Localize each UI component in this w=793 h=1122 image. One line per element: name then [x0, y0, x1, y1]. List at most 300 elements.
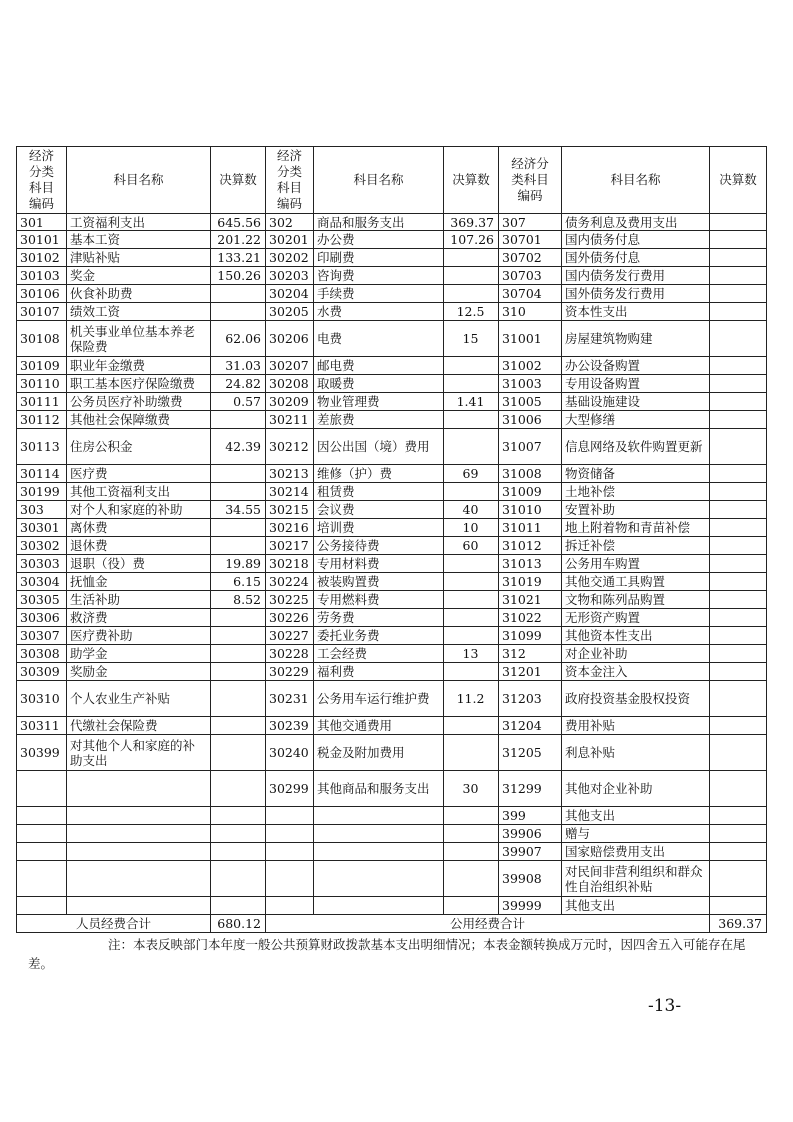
amount-cell-a: 0.57 [211, 393, 266, 411]
code-cell-b: 30228 [266, 645, 314, 663]
amount-cell-b: 15 [444, 321, 499, 357]
name-cell-b [314, 825, 444, 843]
name-cell-b: 办公费 [314, 231, 444, 249]
basic-expenditure-table [16, 146, 767, 933]
amount-cell-b [444, 285, 499, 303]
name-cell-a: 救济费 [67, 609, 211, 627]
name-cell-a: 个人农业生产补贴 [67, 681, 211, 717]
amount-cell-a: 8.52 [211, 591, 266, 609]
code-cell-a: 30306 [17, 609, 67, 627]
code-cell-b: 30227 [266, 627, 314, 645]
name-cell-b: 税金及附加费用 [314, 735, 444, 771]
code-cell-b: 30204 [266, 285, 314, 303]
name-cell-b: 因公出国（境）费用 [314, 429, 444, 465]
code-cell-b [266, 825, 314, 843]
code-cell-b: 30203 [266, 267, 314, 285]
name-cell-a: 对其他个人和家庭的补助支出 [67, 735, 211, 771]
name-cell-c: 政府投资基金股权投资 [562, 681, 710, 717]
name-cell-c: 对民间非营利组织和群众性自治组织补贴 [562, 861, 710, 897]
amount-cell-c [710, 537, 767, 555]
name-cell-c: 房屋建筑物购建 [562, 321, 710, 357]
amount-cell-c [710, 573, 767, 591]
code-cell-b: 30201 [266, 231, 314, 249]
code-cell-c: 30704 [499, 285, 562, 303]
name-cell-b: 福利费 [314, 663, 444, 681]
amount-cell-a [211, 645, 266, 663]
amount-cell-b [444, 573, 499, 591]
code-cell-a: 30309 [17, 663, 67, 681]
table-row [17, 825, 767, 843]
code-cell-b: 30218 [266, 555, 314, 573]
name-cell-a: 绩效工资 [67, 303, 211, 321]
code-cell-b: 30208 [266, 375, 314, 393]
amount-cell-b: 13 [444, 645, 499, 663]
table-footer-row [17, 915, 767, 933]
code-cell-c: 31001 [499, 321, 562, 357]
code-cell-a: 30114 [17, 465, 67, 483]
code-cell-b: 302 [266, 214, 314, 231]
name-cell-a: 其他工资福利支出 [67, 483, 211, 501]
code-cell-a: 30399 [17, 735, 67, 771]
amount-cell-a [211, 609, 266, 627]
amount-cell-a: 34.55 [211, 501, 266, 519]
amount-cell-b [444, 609, 499, 627]
name-cell-b: 邮电费 [314, 357, 444, 375]
name-cell-c: 专用设备购置 [562, 375, 710, 393]
name-cell-b: 会议费 [314, 501, 444, 519]
amount-cell-c [710, 231, 767, 249]
amount-cell-a [211, 627, 266, 645]
name-cell-c: 资本性支出 [562, 303, 710, 321]
amount-cell-c [710, 483, 767, 501]
code-cell-b: 30216 [266, 519, 314, 537]
name-cell-b: 维修（护）费 [314, 465, 444, 483]
code-cell-a [17, 825, 67, 843]
amount-cell-c [710, 501, 767, 519]
name-cell-a [67, 807, 211, 825]
amount-cell-c [710, 285, 767, 303]
code-cell-a: 30102 [17, 249, 67, 267]
table-row [17, 285, 767, 303]
table-row [17, 771, 767, 807]
code-cell-a: 30301 [17, 519, 67, 537]
code-cell-a: 303 [17, 501, 67, 519]
amount-cell-c [710, 771, 767, 807]
code-cell-a: 301 [17, 214, 67, 231]
name-cell-c: 文物和陈列品购置 [562, 591, 710, 609]
name-cell-b: 咨询费 [314, 267, 444, 285]
amount-cell-b [444, 825, 499, 843]
amount-cell-c [710, 807, 767, 825]
header-name-c: 科目名称 [562, 147, 710, 214]
amount-cell-b [444, 807, 499, 825]
name-cell-b: 专用材料费 [314, 555, 444, 573]
code-cell-c: 31021 [499, 591, 562, 609]
code-cell-a: 30111 [17, 393, 67, 411]
code-cell-b: 30225 [266, 591, 314, 609]
name-cell-c: 安置补助 [562, 501, 710, 519]
name-cell-c: 土地补偿 [562, 483, 710, 501]
name-cell-b: 手续费 [314, 285, 444, 303]
code-cell-c: 312 [499, 645, 562, 663]
personnel-total-value: 680.12 [211, 915, 266, 933]
amount-cell-a: 24.82 [211, 375, 266, 393]
amount-cell-b [444, 717, 499, 735]
amount-cell-a: 31.03 [211, 357, 266, 375]
code-cell-c: 31003 [499, 375, 562, 393]
code-cell-b: 30206 [266, 321, 314, 357]
table-row [17, 555, 767, 573]
table-row [17, 357, 767, 375]
code-cell-b [266, 897, 314, 915]
name-cell-a [67, 861, 211, 897]
name-cell-a: 津贴补贴 [67, 249, 211, 267]
amount-cell-c [710, 214, 767, 231]
code-cell-c: 31019 [499, 573, 562, 591]
amount-cell-c [710, 609, 767, 627]
name-cell-c: 无形资产购置 [562, 609, 710, 627]
amount-cell-b [444, 555, 499, 573]
code-cell-b: 30209 [266, 393, 314, 411]
amount-cell-a: 201.22 [211, 231, 266, 249]
name-cell-a: 生活补助 [67, 591, 211, 609]
name-cell-c: 费用补贴 [562, 717, 710, 735]
amount-cell-a: 150.26 [211, 267, 266, 285]
name-cell-c: 国外债务付息 [562, 249, 710, 267]
code-cell-c: 31010 [499, 501, 562, 519]
amount-cell-c [710, 393, 767, 411]
code-cell-a: 30305 [17, 591, 67, 609]
code-cell-c: 30702 [499, 249, 562, 267]
name-cell-c: 国家赔偿费用支出 [562, 843, 710, 861]
code-cell-a: 30311 [17, 717, 67, 735]
amount-cell-c [710, 735, 767, 771]
code-cell-c: 39907 [499, 843, 562, 861]
name-cell-a: 抚恤金 [67, 573, 211, 591]
header-code-c: 经济分 类科目 编码 [499, 147, 562, 214]
table-note: 注：本表反映部门本年度一般公共预算财政拨款基本支出明细情况；本表金额转换成万元时，因四舍五入可能存在尾差。 [28, 937, 746, 971]
amount-cell-a: 133.21 [211, 249, 266, 267]
name-cell-c: 大型修缮 [562, 411, 710, 429]
header-code-b: 经济 分类 科目 编码 [266, 147, 314, 214]
name-cell-c: 物资储备 [562, 465, 710, 483]
name-cell-b: 印刷费 [314, 249, 444, 267]
name-cell-c: 资本金注入 [562, 663, 710, 681]
table-row [17, 843, 767, 861]
name-cell-a: 工资福利支出 [67, 214, 211, 231]
table-row [17, 537, 767, 555]
code-cell-b: 30239 [266, 717, 314, 735]
name-cell-a: 机关事业单位基本养老保险费 [67, 321, 211, 357]
code-cell-a: 30112 [17, 411, 67, 429]
code-cell-b: 30212 [266, 429, 314, 465]
name-cell-c: 办公设备购置 [562, 357, 710, 375]
name-cell-b [314, 861, 444, 897]
amount-cell-b: 69 [444, 465, 499, 483]
name-cell-c: 国外债务发行费用 [562, 285, 710, 303]
code-cell-c: 307 [499, 214, 562, 231]
amount-cell-c [710, 465, 767, 483]
amount-cell-a: 42.39 [211, 429, 266, 465]
amount-cell-c [710, 861, 767, 897]
name-cell-b: 商品和服务支出 [314, 214, 444, 231]
amount-cell-c [710, 357, 767, 375]
code-cell-a: 30308 [17, 645, 67, 663]
header-amount-a: 决算数 [211, 147, 266, 214]
code-cell-a [17, 897, 67, 915]
amount-cell-b [444, 429, 499, 465]
code-cell-c: 31205 [499, 735, 562, 771]
code-cell-b: 30205 [266, 303, 314, 321]
name-cell-a [67, 843, 211, 861]
amount-cell-a [211, 825, 266, 843]
amount-cell-c [710, 717, 767, 735]
amount-cell-b: 60 [444, 537, 499, 555]
name-cell-b: 其他交通费用 [314, 717, 444, 735]
amount-cell-b [444, 735, 499, 771]
amount-cell-c [710, 267, 767, 285]
code-cell-c: 31204 [499, 717, 562, 735]
name-cell-c: 国内债务付息 [562, 231, 710, 249]
name-cell-a: 对个人和家庭的补助 [67, 501, 211, 519]
amount-cell-b: 369.37 [444, 214, 499, 231]
amount-cell-a [211, 735, 266, 771]
name-cell-c: 对企业补助 [562, 645, 710, 663]
code-cell-b: 30202 [266, 249, 314, 267]
code-cell-c: 31299 [499, 771, 562, 807]
amount-cell-b: 107.26 [444, 231, 499, 249]
name-cell-a: 基本工资 [67, 231, 211, 249]
amount-cell-b [444, 411, 499, 429]
code-cell-c: 31099 [499, 627, 562, 645]
table-row [17, 897, 767, 915]
header-name-b: 科目名称 [314, 147, 444, 214]
code-cell-a: 30108 [17, 321, 67, 357]
code-cell-a: 30304 [17, 573, 67, 591]
code-cell-c: 31007 [499, 429, 562, 465]
amount-cell-b [444, 663, 499, 681]
table-row [17, 501, 767, 519]
amount-cell-a: 19.89 [211, 555, 266, 573]
code-cell-a: 30110 [17, 375, 67, 393]
amount-cell-c [710, 591, 767, 609]
name-cell-b: 取暖费 [314, 375, 444, 393]
name-cell-a: 奖励金 [67, 663, 211, 681]
code-cell-a: 30307 [17, 627, 67, 645]
amount-cell-c [710, 825, 767, 843]
table-row [17, 627, 767, 645]
name-cell-c: 债务利息及费用支出 [562, 214, 710, 231]
table-row [17, 645, 767, 663]
name-cell-a: 退休费 [67, 537, 211, 555]
code-cell-c: 31005 [499, 393, 562, 411]
amount-cell-b: 40 [444, 501, 499, 519]
code-cell-c: 399 [499, 807, 562, 825]
table-row [17, 375, 767, 393]
code-cell-a [17, 843, 67, 861]
name-cell-b [314, 807, 444, 825]
code-cell-c: 31009 [499, 483, 562, 501]
table-row [17, 807, 767, 825]
amount-cell-a [211, 897, 266, 915]
amount-cell-c [710, 681, 767, 717]
name-cell-a: 住房公积金 [67, 429, 211, 465]
name-cell-c: 公务用车购置 [562, 555, 710, 573]
amount-cell-c [710, 645, 767, 663]
name-cell-c: 其他支出 [562, 807, 710, 825]
amount-cell-c [710, 375, 767, 393]
code-cell-c: 39906 [499, 825, 562, 843]
code-cell-b [266, 807, 314, 825]
code-cell-b: 30224 [266, 573, 314, 591]
amount-cell-c [710, 321, 767, 357]
name-cell-c: 基础设施建设 [562, 393, 710, 411]
name-cell-a: 公务员医疗补助缴费 [67, 393, 211, 411]
code-cell-c: 30703 [499, 267, 562, 285]
amount-cell-a [211, 663, 266, 681]
name-cell-a: 奖金 [67, 267, 211, 285]
code-cell-b [266, 861, 314, 897]
name-cell-a: 代缴社会保险费 [67, 717, 211, 735]
amount-cell-a [211, 483, 266, 501]
name-cell-a: 助学金 [67, 645, 211, 663]
code-cell-b: 30231 [266, 681, 314, 717]
name-cell-b: 公务用车运行维护费 [314, 681, 444, 717]
code-cell-a [17, 771, 67, 807]
name-cell-c: 信息网络及软件购置更新 [562, 429, 710, 465]
name-cell-b: 租赁费 [314, 483, 444, 501]
code-cell-b: 30215 [266, 501, 314, 519]
amount-cell-b [444, 267, 499, 285]
name-cell-a: 退职（役）费 [67, 555, 211, 573]
amount-cell-b: 30 [444, 771, 499, 807]
code-cell-b: 30299 [266, 771, 314, 807]
name-cell-a: 医疗费补助 [67, 627, 211, 645]
amount-cell-a [211, 807, 266, 825]
table-row [17, 681, 767, 717]
name-cell-a [67, 897, 211, 915]
name-cell-b: 公务接待费 [314, 537, 444, 555]
name-cell-b: 物业管理费 [314, 393, 444, 411]
name-cell-b: 培训费 [314, 519, 444, 537]
amount-cell-a [211, 861, 266, 897]
amount-cell-c [710, 411, 767, 429]
public-total-value: 369.37 [710, 915, 767, 933]
amount-cell-a [211, 303, 266, 321]
amount-cell-b: 11.2 [444, 681, 499, 717]
name-cell-b: 劳务费 [314, 609, 444, 627]
code-cell-c: 31022 [499, 609, 562, 627]
code-cell-a: 30113 [17, 429, 67, 465]
code-cell-c: 39999 [499, 897, 562, 915]
public-total-label: 公用经费合计 [266, 915, 710, 933]
code-cell-b [266, 843, 314, 861]
amount-cell-b [444, 483, 499, 501]
amount-cell-a [211, 465, 266, 483]
name-cell-a: 离休费 [67, 519, 211, 537]
amount-cell-c [710, 555, 767, 573]
amount-cell-a [211, 519, 266, 537]
code-cell-b: 30240 [266, 735, 314, 771]
code-cell-c: 310 [499, 303, 562, 321]
name-cell-a: 职业年金缴费 [67, 357, 211, 375]
code-cell-c: 31201 [499, 663, 562, 681]
amount-cell-a: 645.56 [211, 214, 266, 231]
code-cell-a [17, 861, 67, 897]
name-cell-c: 赠与 [562, 825, 710, 843]
amount-cell-a [211, 843, 266, 861]
amount-cell-b [444, 357, 499, 375]
name-cell-c: 其他支出 [562, 897, 710, 915]
amount-cell-a [211, 771, 266, 807]
table-row [17, 861, 767, 897]
amount-cell-c [710, 843, 767, 861]
code-cell-c: 31011 [499, 519, 562, 537]
name-cell-b: 专用燃料费 [314, 591, 444, 609]
personnel-total-label: 人员经费合计 [17, 915, 211, 933]
amount-cell-b [444, 897, 499, 915]
page-number: -13- [648, 996, 682, 1016]
name-cell-c: 其他资本性支出 [562, 627, 710, 645]
code-cell-b: 30217 [266, 537, 314, 555]
table-row [17, 483, 767, 501]
table-row [17, 609, 767, 627]
code-cell-b: 30213 [266, 465, 314, 483]
name-cell-b: 电费 [314, 321, 444, 357]
amount-cell-a [211, 681, 266, 717]
amount-cell-c [710, 897, 767, 915]
code-cell-c: 30701 [499, 231, 562, 249]
amount-cell-a: 62.06 [211, 321, 266, 357]
amount-cell-c [710, 429, 767, 465]
name-cell-a: 职工基本医疗保险缴费 [67, 375, 211, 393]
table-row [17, 321, 767, 357]
name-cell-a [67, 825, 211, 843]
table-row [17, 231, 767, 249]
name-cell-c: 利息补贴 [562, 735, 710, 771]
table-row [17, 717, 767, 735]
amount-cell-c [710, 519, 767, 537]
code-cell-a: 30302 [17, 537, 67, 555]
code-cell-c: 31013 [499, 555, 562, 573]
code-cell-a: 30103 [17, 267, 67, 285]
table-row [17, 429, 767, 465]
table-row [17, 591, 767, 609]
code-cell-b: 30226 [266, 609, 314, 627]
amount-cell-a [211, 411, 266, 429]
code-cell-c: 31008 [499, 465, 562, 483]
name-cell-b: 差旅费 [314, 411, 444, 429]
amount-cell-a: 6.15 [211, 573, 266, 591]
header-code-a: 经济 分类 科目 编码 [17, 147, 67, 214]
name-cell-c: 国内债务发行费用 [562, 267, 710, 285]
amount-cell-b [444, 861, 499, 897]
code-cell-a: 30106 [17, 285, 67, 303]
amount-cell-a [211, 285, 266, 303]
code-cell-c: 31006 [499, 411, 562, 429]
name-cell-c: 拆迁补偿 [562, 537, 710, 555]
code-cell-a: 30101 [17, 231, 67, 249]
name-cell-b: 委托业务费 [314, 627, 444, 645]
amount-cell-c [710, 663, 767, 681]
table-row [17, 573, 767, 591]
table-row [17, 519, 767, 537]
amount-cell-a [211, 537, 266, 555]
amount-cell-b [444, 843, 499, 861]
name-cell-b [314, 843, 444, 861]
name-cell-a [67, 771, 211, 807]
table-row [17, 267, 767, 285]
